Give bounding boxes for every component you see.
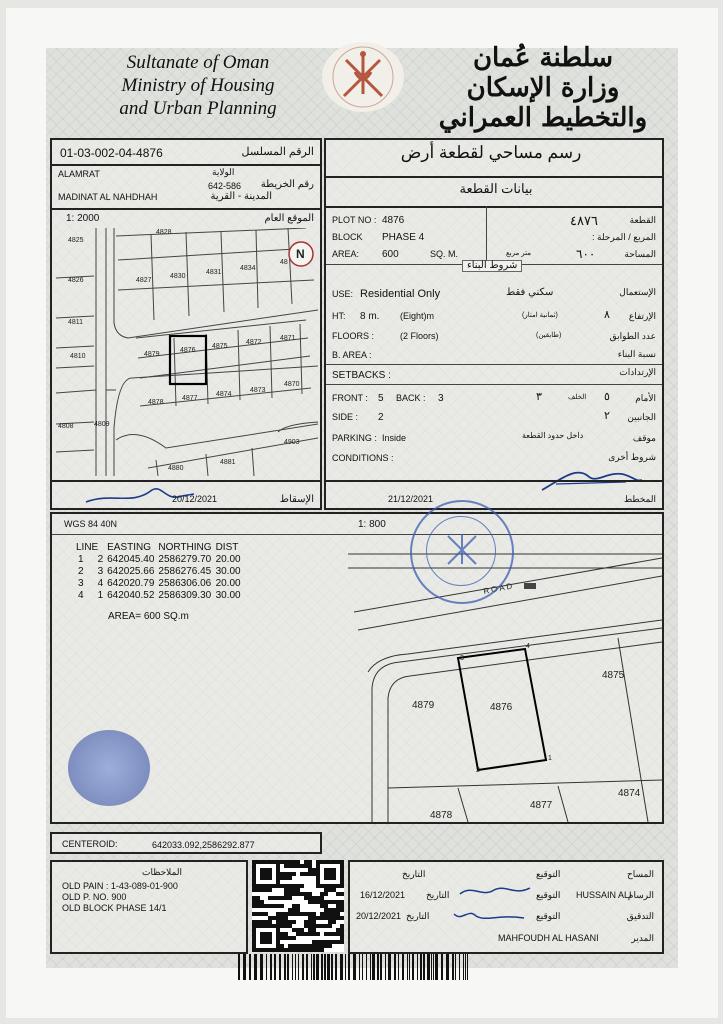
- side-ar-label: الجانبين: [627, 412, 656, 422]
- key-map-plot-label: 4808: [58, 423, 74, 430]
- area-label: AREA:: [332, 249, 360, 259]
- date-label-3: التاريخ: [406, 911, 430, 921]
- key-map-plot-label: 4876: [180, 347, 196, 354]
- coord-col-line: LINE: [76, 542, 99, 553]
- front-label: FRONT :: [332, 393, 368, 403]
- sign-label-2: التوقيع: [536, 890, 561, 900]
- area-ar-label: المساحة: [624, 249, 656, 259]
- survey-drawing-panel: [50, 512, 664, 824]
- coord-col-northing: NORTHING: [158, 542, 212, 553]
- key-map-plot-label: 48: [280, 259, 288, 266]
- notes-panel: [50, 860, 248, 954]
- centeroid-row: [50, 832, 322, 854]
- coord-northing: 2586276.45: [158, 566, 212, 577]
- drafter-signature-icon: [458, 882, 534, 900]
- date-label-1: التاريخ: [402, 869, 426, 879]
- area-unit: SQ. M.: [430, 249, 459, 259]
- floors-value: (2 Floors): [400, 331, 439, 341]
- checker-date: 20/12/2021: [356, 911, 402, 921]
- height-ar-value: ٨: [604, 309, 610, 321]
- coordinate-row: [72, 554, 245, 566]
- location-panel: [50, 138, 322, 510]
- area-value: 600: [382, 249, 399, 260]
- signatures-panel: [348, 860, 664, 954]
- key-map-plot-label: 4878: [148, 399, 164, 406]
- height-words: (Eight)m: [400, 311, 435, 321]
- wilayat-label: الولاية: [212, 167, 235, 177]
- drafter-date: 16/12/2021: [360, 890, 406, 900]
- floors-label: FLOORS :: [332, 331, 375, 341]
- detail-plot-label: 4875: [602, 670, 625, 681]
- key-map-plot-label: 4872: [246, 339, 262, 346]
- checker-label: التدقيق: [626, 911, 654, 921]
- coord-line: 1 2: [78, 554, 104, 565]
- parking-label: PARKING :: [332, 433, 377, 443]
- coordinate-row: [72, 590, 245, 602]
- coord-northing: 2586279.70: [158, 554, 212, 565]
- conditions-ar-label: شروط أخرى: [608, 452, 656, 462]
- key-map-plot-label: 4825: [68, 237, 84, 244]
- area-unit-ar: متر مربع: [506, 250, 531, 257]
- centeroid-label: CENTEROID:: [62, 839, 118, 849]
- height-label: HT:: [332, 311, 346, 321]
- old-block: OLD BLOCK PHASE 14/1: [62, 903, 167, 913]
- key-map-scale: 1: 2000: [66, 213, 100, 224]
- parking-ar-value: داخل حدود القطعة: [522, 431, 584, 440]
- planner-signature-icon: [536, 462, 646, 496]
- hologram-seal-icon: [68, 730, 150, 806]
- key-map-plot-label: 4811: [68, 319, 84, 326]
- north-arrow-icon: [289, 242, 313, 266]
- header-ar-line2: وزارة الإسكان: [466, 72, 620, 103]
- map-number-label: رقم الخريطة: [260, 179, 314, 190]
- planner-label: المخطط: [623, 494, 656, 504]
- back-value: 3: [438, 393, 444, 404]
- side-label: SIDE :: [332, 412, 359, 422]
- sign-label-3: التوقيع: [536, 911, 561, 921]
- english-header: [78, 52, 318, 120]
- barcode: [238, 954, 472, 980]
- setbacks-ar-label: الإرتدادات: [619, 367, 656, 377]
- use-value: Residential Only: [360, 288, 441, 300]
- document-sheet: [6, 8, 718, 1018]
- floors-ar-value: (طابقين): [536, 332, 562, 339]
- plot-no-ar-label: القطعة: [629, 215, 656, 225]
- date-label-2: التاريخ: [426, 890, 450, 900]
- key-map-plot-label: 4881: [220, 459, 236, 466]
- use-ar-label: الإستعمال: [619, 287, 656, 297]
- detail-scale: 1: 800: [358, 519, 386, 530]
- area-summary: AREA= 600 SQ.m: [108, 611, 189, 622]
- header-en-line3: and Urban Planning: [119, 97, 277, 119]
- serial-label: الرقم المسلسل: [241, 146, 314, 158]
- header-en-line2: Ministry of Housing: [121, 74, 275, 96]
- coord-northing: 2586309.30: [158, 590, 212, 601]
- key-map-plot-label: 4827: [136, 277, 152, 284]
- coord-col-easting: EASTING: [107, 542, 152, 553]
- detail-plot-label: 4877: [530, 800, 553, 811]
- key-map-plot-label: 4877: [182, 395, 198, 402]
- height-words-ar: (ثمانية امتار): [522, 312, 558, 319]
- datum-label: WGS 84 40N: [64, 519, 118, 529]
- arabic-header: [428, 44, 658, 134]
- setbacks-label: SETBACKS :: [332, 370, 391, 381]
- detail-plot-label: 4874: [618, 788, 641, 799]
- building-conditions-label: شروط البناء: [462, 260, 522, 272]
- block-ar-label: المربع / المرحلة :: [592, 232, 656, 242]
- village-label: المدينة - القرية: [210, 191, 272, 202]
- key-map-plot-label: 4870: [284, 381, 300, 388]
- key-map-plot-label: 4810: [70, 353, 86, 360]
- road-label: ROAD: [482, 581, 515, 596]
- director-name: MAHFOUDH AL HASANI: [498, 933, 599, 943]
- back-label: BACK :: [396, 393, 426, 403]
- key-map: [56, 228, 318, 476]
- back-ar-value: ٣: [536, 391, 542, 403]
- side-ar-value: ٢: [604, 410, 610, 422]
- drafter-name: HUSSAIN ALI: [576, 890, 632, 900]
- parking-value: Inside: [382, 433, 407, 443]
- floors-ar-label: عدد الطوابق: [609, 331, 656, 341]
- key-map-plot-label: 4880: [168, 465, 184, 472]
- building-area-label: B. AREA :: [332, 350, 372, 360]
- oman-emblem-icon: [322, 42, 404, 112]
- key-map-label: الموقع العام: [264, 213, 314, 224]
- coord-col-dist: DIST: [215, 542, 239, 553]
- coord-dist: 30.00: [215, 590, 241, 601]
- front-ar-label: الأمام: [635, 393, 656, 403]
- block-label: BLOCK: [332, 232, 363, 242]
- centeroid-value: 642033.092,2586292.877: [152, 840, 255, 850]
- projection-label: الإسقاط: [279, 494, 314, 505]
- detail-plot-label: 4879: [412, 700, 435, 711]
- key-map-plot-label: 4831: [206, 269, 222, 276]
- coord-dist: 30.00: [215, 566, 241, 577]
- coord-dist: 20.00: [215, 578, 241, 589]
- key-map-plot-label: 4809: [94, 421, 110, 428]
- plot-no-value: 4876: [382, 215, 405, 226]
- plot-data-panel: [324, 138, 664, 510]
- coordinates-header-row: [72, 542, 245, 554]
- coord-easting: 642045.40: [107, 554, 155, 565]
- height-value: 8 m.: [360, 311, 380, 322]
- header-ar-line3: والتخطيط العمراني: [438, 102, 648, 133]
- detail-plot-label: 4878: [430, 810, 453, 821]
- sign-label-1: التوقيع: [536, 869, 561, 879]
- header-en-line1: Sultanate of Oman: [126, 52, 270, 73]
- key-map-date: 20/12/2021: [172, 494, 218, 504]
- key-map-plot-label: 4903: [284, 439, 300, 446]
- coord-line: 4 1: [78, 590, 104, 601]
- director-label: المدير: [631, 933, 654, 943]
- back-ar-label: الخلف: [568, 394, 587, 401]
- coord-northing: 2586306.06: [158, 578, 212, 589]
- conditions-label: CONDITIONS :: [332, 453, 394, 463]
- coord-easting: 642020.79: [107, 578, 155, 589]
- wilayat-value: ALAMRAT: [58, 169, 100, 179]
- notes-label: الملاحظات: [142, 867, 182, 877]
- key-map-plot-label: 4873: [250, 387, 266, 394]
- plot-no-ar-value: ٤٨٧٦: [570, 213, 598, 228]
- coord-line: 2 3: [78, 566, 104, 577]
- use-ar-value: سكني فقط: [506, 287, 554, 298]
- coordinate-row: [72, 566, 245, 578]
- coordinate-row: [72, 578, 245, 590]
- coord-dist: 20.00: [215, 554, 241, 565]
- area-ar-value: ٦٠٠: [576, 247, 596, 261]
- coord-easting: 642040.52: [107, 590, 155, 601]
- corner-point-label: 4: [526, 643, 530, 650]
- plot-data-date: 21/12/2021: [388, 494, 434, 504]
- front-ar-value: ٥: [604, 391, 610, 403]
- detail-plot-label: 4876: [490, 702, 513, 713]
- village-value: MADINAT AL NAHDHAH: [58, 192, 158, 202]
- key-map-plot-label: 4874: [216, 391, 232, 398]
- old-plot-no: OLD P. NO. 900: [62, 892, 127, 902]
- key-map-plot-label: 4871: [280, 335, 296, 342]
- surveyor-label: المساح: [626, 869, 654, 879]
- front-value: 5: [378, 393, 384, 404]
- block-value: PHASE 4: [382, 232, 425, 243]
- plot-data-title: بيانات القطعة: [459, 181, 533, 196]
- coordinates-table: [72, 542, 245, 602]
- drafter-label: الرسام: [627, 890, 654, 900]
- corner-point-label: 1: [548, 755, 552, 762]
- corner-point-label: 2: [476, 767, 480, 774]
- key-map-plot-label: 4826: [68, 277, 84, 284]
- corner-point-label: 3: [460, 655, 464, 662]
- height-ar-label: الإرتفاع: [628, 311, 656, 321]
- official-stamp-icon: [410, 500, 514, 604]
- coord-easting: 642025.66: [107, 566, 155, 577]
- header-ar-line1: سلطنة عُمان: [472, 43, 614, 73]
- parking-ar-label: موقف: [632, 433, 656, 443]
- checker-signature-icon: [452, 906, 528, 924]
- key-map-plot-label: 4875: [212, 343, 228, 350]
- building-area-ar-label: نسبة البناء: [617, 349, 656, 359]
- qr-code: [252, 860, 344, 952]
- use-label: USE:: [332, 289, 354, 299]
- document-title: رسم مساحي لقطعة أرض: [400, 143, 582, 162]
- map-number: 642-586: [208, 181, 242, 191]
- coord-line: 3 4: [78, 578, 104, 589]
- key-map-plot-label: 4830: [170, 273, 186, 280]
- side-value: 2: [378, 412, 384, 423]
- north-label: N: [296, 247, 305, 261]
- key-map-plot-label: 4834: [240, 265, 256, 272]
- key-map-plot-label: 4828: [156, 229, 172, 236]
- plot-no-label: PLOT NO :: [332, 215, 377, 225]
- serial-number: 01-03-002-04-4876: [60, 146, 163, 160]
- key-map-plot-label: 4879: [144, 351, 160, 358]
- old-pain: OLD PAIN : 1-43-089-01-900: [62, 881, 178, 891]
